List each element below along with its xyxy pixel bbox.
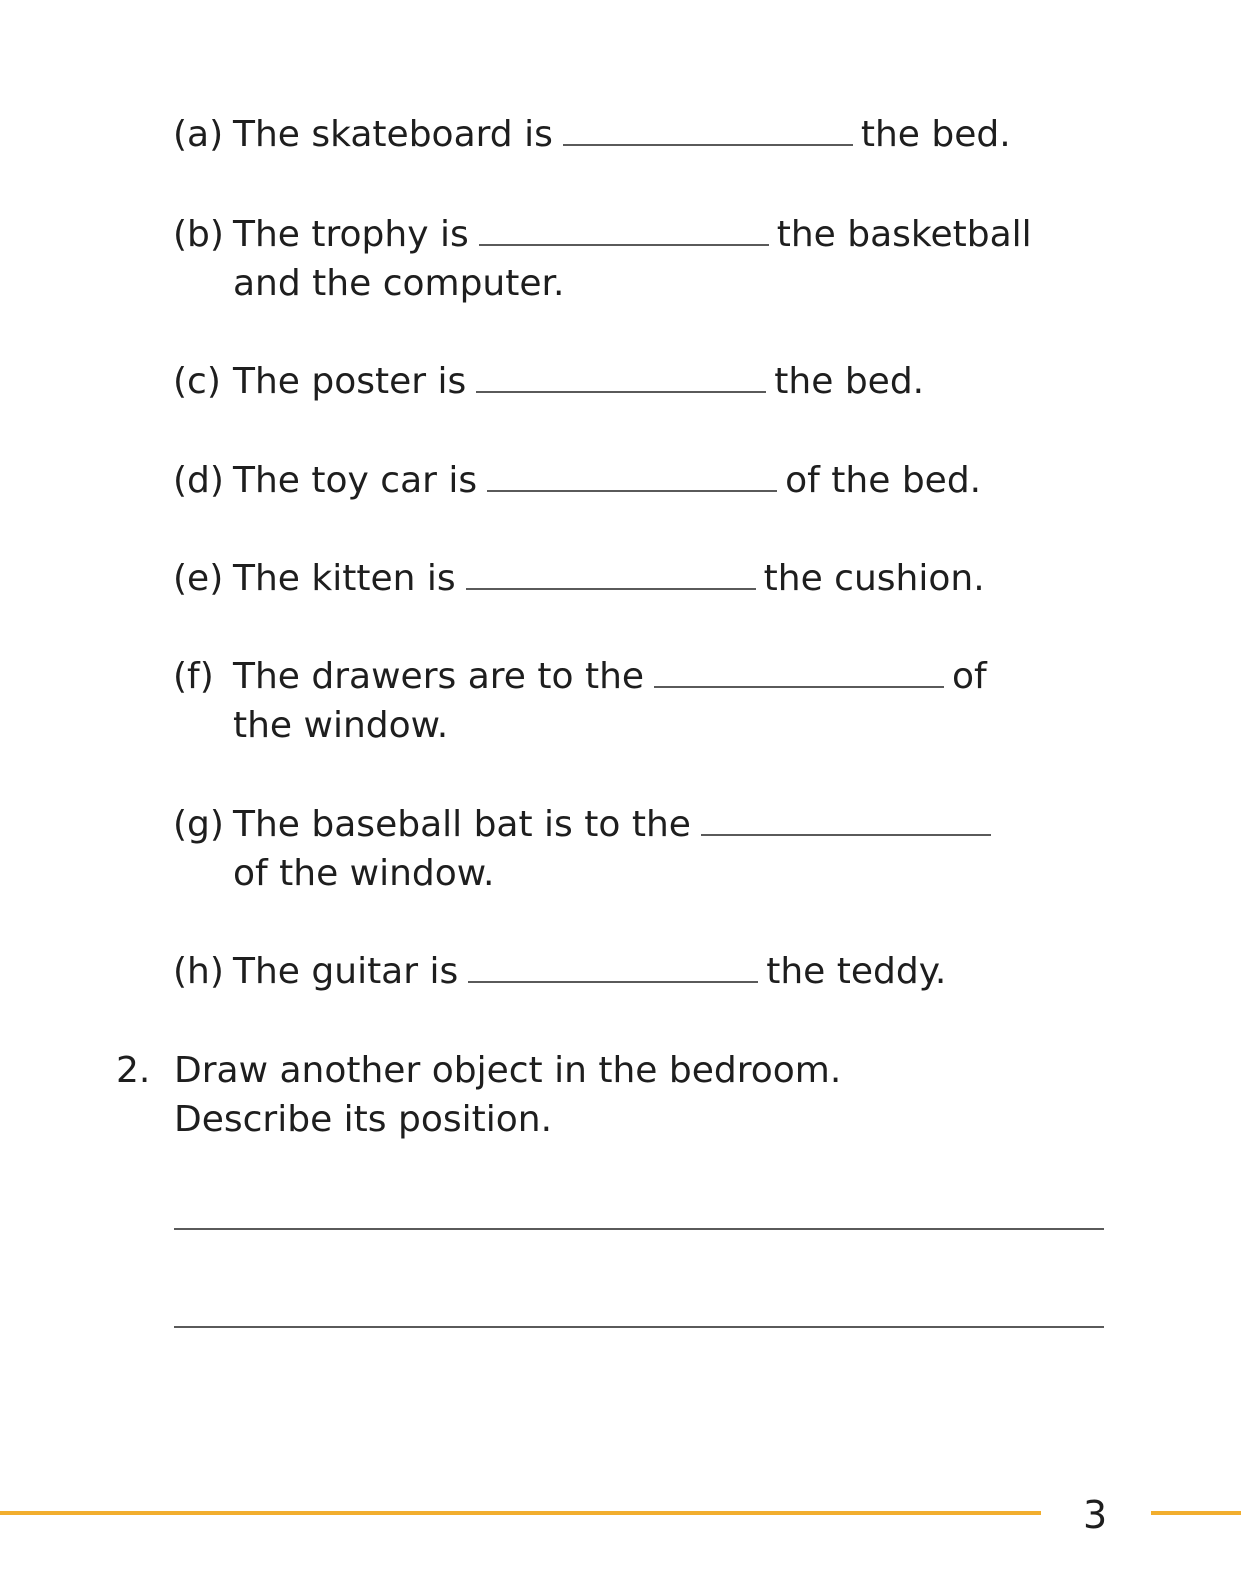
item-text-continuation: the window. [233,705,449,746]
item-text-before: The kitten is [233,558,456,599]
item-label: (c) [173,361,221,402]
item-text-after: the teddy. [766,951,947,992]
item-text-before: The skateboard is [233,114,553,155]
page-number: 3 [1083,1493,1108,1537]
item-label: (g) [173,804,224,845]
item-text-before: The poster is [233,361,467,402]
item-text-before: The guitar is [233,951,459,992]
item-text-before: The drawers are to the [233,656,645,697]
answer-blank[interactable] [466,588,756,590]
answer-blank[interactable] [654,686,944,688]
item-text-after: of [952,656,987,697]
item-label: (d) [173,460,224,501]
question-line-1: Draw another object in the bedroom. [174,1050,842,1091]
item-text-after: of the bed. [785,460,982,501]
footer-rule-right [1151,1511,1241,1515]
item-text-continuation: of the window. [233,853,495,894]
question-number: 2. [116,1050,151,1091]
item-text-after: the basketball [776,214,1032,255]
answer-line[interactable] [174,1228,1104,1230]
question-line-2: Describe its position. [174,1099,553,1140]
item-label: (b) [173,214,224,255]
item-label: (e) [173,558,224,599]
answer-line[interactable] [174,1326,1104,1328]
item-text-before: The trophy is [233,214,469,255]
answer-blank[interactable] [701,834,991,836]
question-text [174,1046,841,1144]
item-text-after: the bed. [774,361,925,402]
item-label: (h) [173,951,224,992]
answer-blank[interactable] [468,981,758,983]
item-text-continuation: and the computer. [233,263,565,304]
item-text-before: The baseball bat is to the [233,804,691,845]
footer-rule-left [0,1511,1041,1515]
item-text-after: the cushion. [763,558,985,599]
answer-blank[interactable] [476,391,766,393]
answer-blank[interactable] [487,490,777,492]
answer-blank[interactable] [479,244,769,246]
item-label: (f) [173,656,214,697]
item-label: (a) [173,114,224,155]
item-text-after: the bed. [860,114,1011,155]
answer-blank[interactable] [563,144,853,146]
item-text-before: The toy car is [233,460,478,501]
